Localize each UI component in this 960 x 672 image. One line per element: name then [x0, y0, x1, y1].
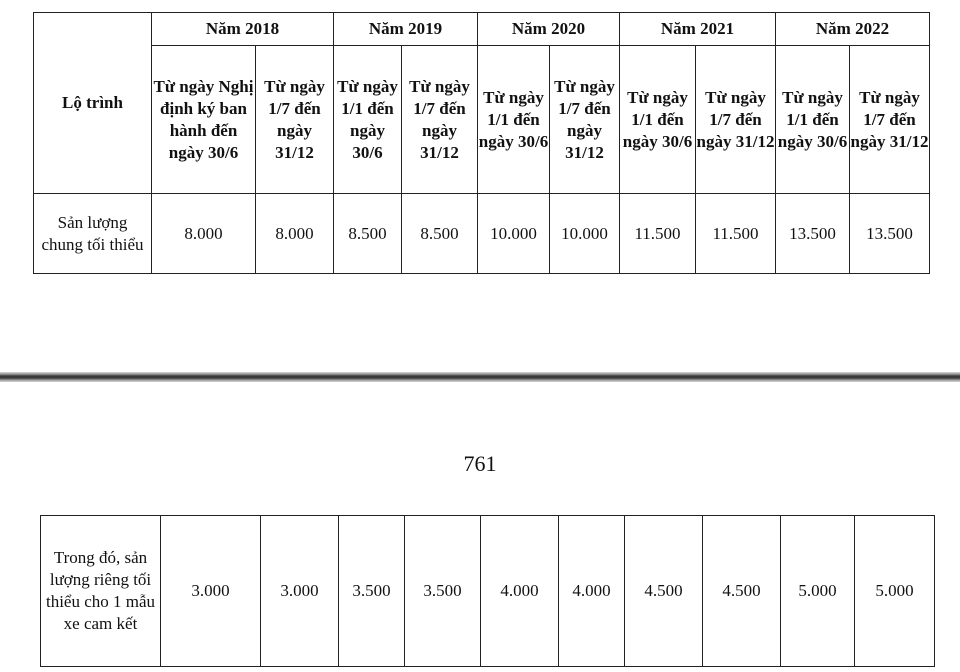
- year-header: Năm 2021: [620, 13, 776, 46]
- year-header: Năm 2019: [334, 13, 478, 46]
- period-header: Từ ngày 1/7 đến ngày 31/12: [696, 46, 776, 194]
- period-header: Từ ngày 1/7 đến ngày 31/12: [256, 46, 334, 194]
- period-header: Từ ngày 1/1 đến ngày 30/6: [478, 46, 550, 194]
- table-cell: 4.000: [559, 516, 625, 667]
- table-cell: 11.500: [620, 194, 696, 274]
- period-header-row: [34, 46, 930, 194]
- period-header: Từ ngày 1/1 đến ngày 30/6: [620, 46, 696, 194]
- table-cell: 3.000: [161, 516, 261, 667]
- table-cell: 10.000: [550, 194, 620, 274]
- period-header: Từ ngày 1/1 đến ngày 30/6: [334, 46, 402, 194]
- row-label: Sản lượng chung tối thiểu: [34, 194, 152, 274]
- period-header: Từ ngày Nghị định ký ban hành đến ngày 30/6: [152, 46, 256, 194]
- table-cell: 11.500: [696, 194, 776, 274]
- row-label: Trong đó, sản lượng riêng tối thiểu cho 1 mẫu xe cam kết: [41, 516, 161, 667]
- period-header: Từ ngày 1/1 đến ngày 30/6: [776, 46, 850, 194]
- table-cell: 8.500: [334, 194, 402, 274]
- table-cell: 3.500: [339, 516, 405, 667]
- bottom-table: [40, 515, 935, 667]
- table-cell: 8.500: [402, 194, 478, 274]
- year-header: Năm 2022: [776, 13, 930, 46]
- table-cell: 10.000: [478, 194, 550, 274]
- year-header-row: [34, 13, 930, 46]
- period-header: Từ ngày 1/7 đến ngày 31/12: [550, 46, 620, 194]
- period-header: Từ ngày 1/7 đến ngày 31/12: [402, 46, 478, 194]
- table-cell: 8.000: [152, 194, 256, 274]
- period-header: Từ ngày 1/7 đến ngày 31/12: [850, 46, 930, 194]
- table-cell: 5.000: [855, 516, 935, 667]
- table-cell: 3.500: [405, 516, 481, 667]
- row-label-header: Lộ trình: [34, 13, 152, 194]
- table-cell: 8.000: [256, 194, 334, 274]
- page-break-divider: [0, 372, 960, 382]
- table-cell: 5.000: [781, 516, 855, 667]
- model-output-row: [41, 516, 935, 667]
- page-number: 761: [463, 451, 497, 476]
- table-cell: 4.500: [625, 516, 703, 667]
- table-cell: 13.500: [850, 194, 930, 274]
- table-cell: 4.000: [481, 516, 559, 667]
- year-header: Năm 2020: [478, 13, 620, 46]
- table-cell: 4.500: [703, 516, 781, 667]
- table-cell: 3.000: [261, 516, 339, 667]
- table-cell: 13.500: [776, 194, 850, 274]
- top-table: [33, 12, 930, 274]
- year-header: Năm 2018: [152, 13, 334, 46]
- total-output-row: [34, 194, 930, 274]
